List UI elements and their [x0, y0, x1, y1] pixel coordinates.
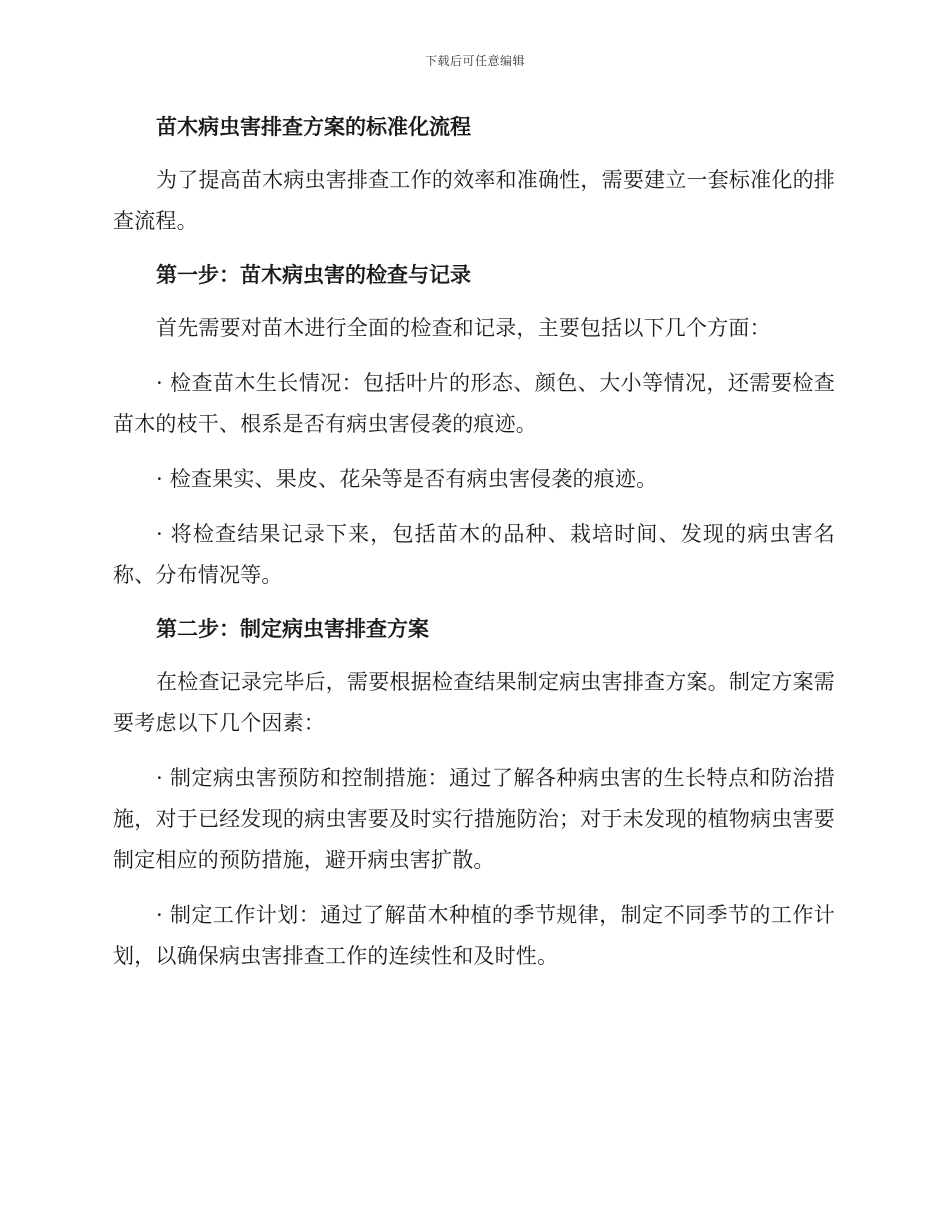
document-title: 苗木病虫害排查方案的标准化流程	[156, 114, 471, 139]
step2-item-plan: · 制定工作计划：通过了解苗木种植的季节规律，制定不同季节的工作计划，以确保病虫害排查工作的连续性和及时性。	[113, 903, 835, 968]
step1-heading: 第一步：苗木病虫害的检查与记录	[156, 262, 471, 287]
intro-paragraph: 为了提高苗木病虫害排查工作的效率和准确性，需要建立一套标准化的排查流程。	[113, 168, 835, 233]
step2-lead: 在检查记录完毕后，需要根据检查结果制定病虫害排查方案。制定方案需要考虑以下几个因素：	[113, 670, 835, 735]
step2-heading: 第二步：制定病虫害排查方案	[156, 616, 429, 641]
document-body	[113, 108, 835, 991]
step2-item-measures: · 制定病虫害预防和控制措施：通过了解各种病虫害的生长特点和防治措施，对于已经发现的病虫害要及时实行措施防治；对于未发现的植物病虫害要制定相应的预防措施，避开病虫害扩散。	[113, 766, 835, 872]
step1-lead: 首先需要对苗木进行全面的检查和记录，主要包括以下几个方面：	[156, 316, 771, 340]
step1-item-record: · 将检查结果记录下来，包括苗木的品种、栽培时间、发现的病虫害名称、分布情况等。	[113, 522, 835, 587]
step1-item-growth: · 检查苗木生长情况：包括叶片的形态、颜色、大小等情况，还需要检查苗木的枝干、根系是否有病虫害侵袭的痕迹。	[113, 371, 835, 436]
step1-item-fruit: · 检查果实、果皮、花朵等是否有病虫害侵袭的痕迹。	[156, 467, 658, 491]
page-header: 下载后可任意编辑	[424, 54, 525, 68]
